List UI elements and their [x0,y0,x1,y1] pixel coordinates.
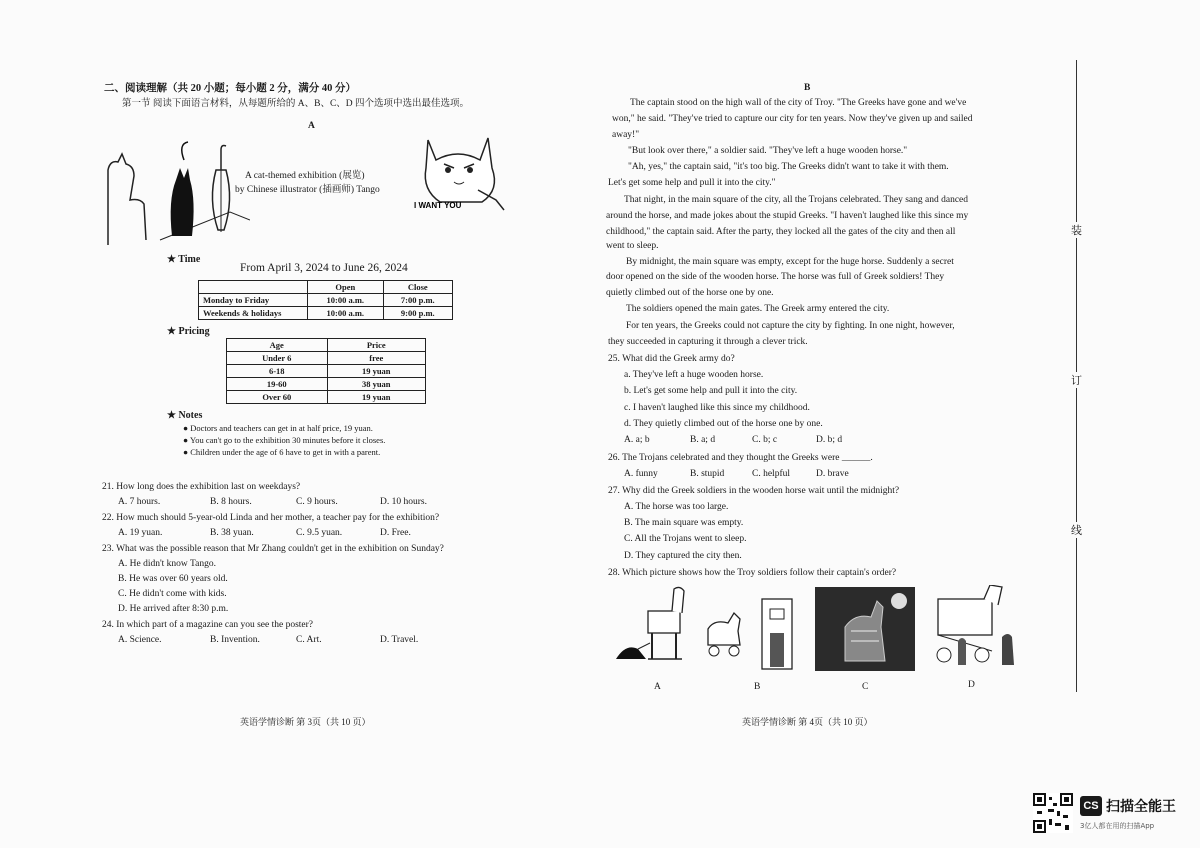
option: C. 9 hours. [296,497,338,507]
picture-label: C [862,682,869,692]
passage-label-b: B [804,83,811,93]
option: A. He didn't know Tango. [118,559,216,569]
hours-header-close: Close [383,281,452,294]
option: D. He arrived after 8:30 p.m. [118,604,229,614]
question-23: 23. What was the possible reason that Mr Zhang couldn't get in the exhibition on Sunday? [102,544,444,554]
question-26: 26. The Trojans celebrated and they thought the Greeks were ______. [608,453,873,463]
paragraph-line: For ten years, the Greeks could not capture the city by fighting. In one night, however, [626,321,955,331]
hours-cell: Weekends & holidays [199,307,308,320]
option: D. 10 hours. [380,497,427,507]
margin-mark: 线 [1071,522,1082,538]
hours-header-empty [199,281,308,294]
qr-code-icon [1033,793,1073,833]
exhibition-line-1: A cat-themed exhibition (展览) [245,171,365,181]
date-range: From April 3, 2024 to June 26, 2024 [240,262,408,274]
hours-cell: 9:00 p.m. [383,307,452,320]
hours-cell: 10:00 a.m. [308,294,384,307]
picture-d-people-pulling [918,585,1020,671]
margin-mark: 订 [1071,372,1082,388]
time-heading: ★ Time [167,254,201,265]
option: A. 19 yuan. [118,528,163,538]
picture-a-horse-dragging [612,583,692,673]
option: D. Travel. [380,635,419,645]
picture-label: A [654,682,661,692]
option: B. 38 yuan. [210,528,254,538]
pricing-heading: ★ Pricing [167,326,210,337]
notes-heading: ★ Notes [167,410,203,421]
camscanner-logo-icon: CS [1080,796,1102,816]
option: A. funny [624,469,658,479]
option: D. b; d [816,435,843,445]
paragraph-line: they succeeded in capturing it through a clever trick. [608,337,808,347]
exhibition-line-2: by Chinese illustrator (插画师) Tango [235,185,380,195]
question-22: 22. How much should 5-year-old Linda and her mother, a teacher pay for the exhibition? [102,513,440,523]
q25-item: d. They quietly climbed out of the horse one by one. [624,419,823,429]
option: B. He was over 60 years old. [118,574,228,584]
paragraph-line: Let's get some help and pull it into the city." [608,178,776,188]
question-24: 24. In which part of a magazine can you see the poster? [102,620,314,630]
left-page-footer: 英语学情诊断 第 3页（共 10 页） [240,717,371,727]
paragraph-line: "Ah, yes," the captain said, "it's too big. The Greeks didn't want to take it with them. [628,162,949,172]
option: C. All the Trojans went to sleep. [624,534,747,544]
option: D. Free. [380,528,411,538]
question-28: 28. Which picture shows how the Troy soldiers follow their captain's order? [608,568,897,578]
paragraph-line: went to sleep. [606,241,659,251]
price-header-price: Price [327,339,425,352]
option: B. Invention. [210,635,260,645]
price-cell: Over 60 [227,391,328,404]
paragraph-line: around the horse, and made jokes about the stupid Greeks. "I haven't laughed like this since my [606,211,969,221]
price-table [226,338,426,404]
option: D. They captured the city then. [624,551,742,561]
hours-header-open: Open [308,281,384,294]
option: A. Science. [118,635,162,645]
price-cell: Under 6 [227,352,328,365]
watermark-tagline: 3亿人都在用的扫描App [1080,822,1155,830]
price-cell: 19-60 [227,378,328,391]
paragraph-line: The captain stood on the high wall of the city of Troy. "The Greeks have gone and we've [630,98,967,108]
q25-item: b. Let's get some help and pull it into the city. [624,386,798,396]
option: C. helpful [752,469,790,479]
picture-label: B [754,682,761,692]
paragraph-line: childhood," the captain said. After the party, they locked all the gates of the city and then all [606,227,956,237]
paragraph-line: "But look over there," a soldier said. "They've left a huge wooden horse." [628,146,908,156]
option: A. a; b [624,435,650,445]
passage-label-a: A [308,121,315,131]
note-item: ● You can't go to the exhibition 30 minutes before it closes. [183,435,386,445]
hours-cell: 10:00 a.m. [308,307,384,320]
note-item: ● Children under the age of 6 have to get in with a parent. [183,447,381,457]
option: C. He didn't come with kids. [118,589,227,599]
option: B. stupid [690,469,725,479]
right-page-footer: 英语学情诊断 第 4页（共 10 页） [742,717,873,727]
pointing-cat-illustration [408,130,508,212]
paragraph-line: By midnight, the main square was empty, except for the huge horse. Suddenly a secret [626,257,954,267]
question-25: 25. What did the Greek army do? [608,354,735,364]
option: D. brave [816,469,849,479]
hours-cell: 7:00 p.m. [383,294,452,307]
picture-label: D [968,680,975,690]
cat-sign-text: I WANT YOU [414,201,462,210]
paragraph-line: away!" [612,130,640,140]
price-cell: 6-18 [227,365,328,378]
picture-c-night-horse [815,587,915,671]
q25-item: a. They've left a huge wooden horse. [624,370,764,380]
paragraph-line: quietly climbed out of the horse one by one. [606,288,774,298]
question-27: 27. Why did the Greek soldiers in the wooden horse wait until the midnight? [608,486,900,496]
price-cell: free [327,352,425,365]
option: A. The horse was too large. [624,502,729,512]
paragraph-line: That night, in the main square of the city, all the Trojans celebrated. They sang and danced [624,195,969,205]
hours-cell: Monday to Friday [199,294,308,307]
paragraph-line: won," he said. "They've tried to capture our city for ten years. Now they've given up and sailed [612,114,973,124]
note-item: ● Doctors and teachers can get in at half price, 19 yuan. [183,423,373,433]
hours-table [198,280,453,320]
watermark-brand: 扫描全能王 [1106,799,1176,815]
price-header-age: Age [227,339,328,352]
price-cell: 19 yuan [327,365,425,378]
option: A. 7 hours. [118,497,161,507]
cat-umbrella-illustration [100,140,250,245]
option: C. Art. [296,635,322,645]
q25-item: c. I haven't laughed like this since my childhood. [624,403,810,413]
paragraph-line: door opened on the side of the wooden horse. The horse was full of Greek soldiers! They [606,272,945,282]
price-cell: 19 yuan [327,391,425,404]
instruction: 第一节 阅读下面语言材料，从每题所给的 A、B、C、D 四个选项中选出最佳选项。 [122,99,470,109]
picture-b-horse-tower [700,595,795,673]
option: C. 9.5 yuan. [296,528,343,538]
option: C. b; c [752,435,778,445]
question-21: 21. How long does the exhibition last on weekdays? [102,482,301,492]
margin-mark: 装 [1071,222,1082,238]
option: B. 8 hours. [210,497,252,507]
section-title: 二、阅读理解（共 20 小题；每小题 2 分，满分 40 分） [104,83,356,94]
option: B. a; d [690,435,716,445]
price-cell: 38 yuan [327,378,425,391]
option: B. The main square was empty. [624,518,744,528]
paragraph-line: The soldiers opened the main gates. The Greek army entered the city. [626,304,890,314]
